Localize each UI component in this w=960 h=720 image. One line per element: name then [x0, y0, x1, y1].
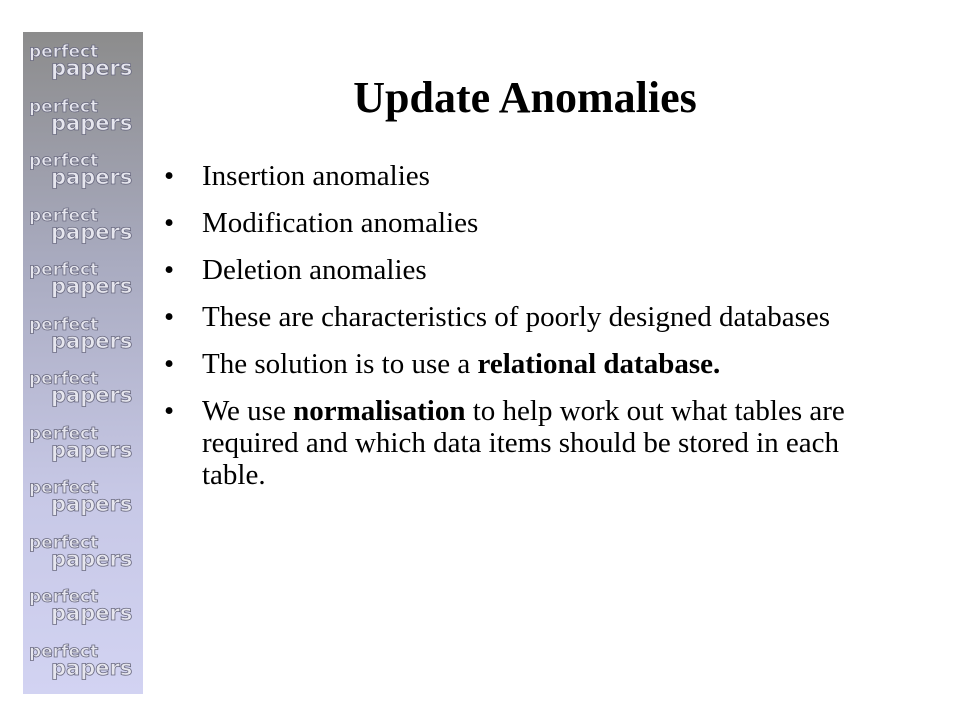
branding-strip: [23, 32, 143, 694]
svg-text:perfect: perfect: [29, 641, 99, 662]
bullet-item-solution: [164, 348, 864, 380]
svg-text:papers: papers: [51, 219, 133, 244]
svg-text:perfect: perfect: [29, 205, 99, 226]
perfect-papers-logo: [29, 531, 141, 571]
svg-text:perfect: perfect: [29, 96, 99, 117]
svg-text:perfect: perfect: [29, 369, 99, 389]
svg-text:perfect: perfect: [29, 532, 99, 553]
svg-text:papers: papers: [51, 383, 133, 407]
bullet-item-modification: [164, 207, 864, 239]
bullet-text: Modification anomalies: [202, 207, 479, 239]
svg-text:papers: papers: [51, 56, 133, 80]
svg-text:perfect: perfect: [29, 314, 99, 335]
bullet-text-before: The solution is to use a: [202, 348, 478, 380]
bullet-dot-icon: •: [164, 160, 175, 192]
bullet-text-before: We use: [202, 395, 294, 427]
perfect-papers-logo: [29, 149, 141, 189]
bullet-dot-icon: •: [164, 301, 175, 333]
slide-title: Update Anomalies: [353, 73, 697, 122]
bullet-dot-icon: •: [164, 254, 175, 286]
svg-text:papers: papers: [51, 274, 133, 298]
perfect-papers-logo: [29, 95, 141, 135]
svg-text:perfect: perfect: [29, 42, 99, 62]
svg-text:perfect: perfect: [29, 423, 99, 444]
perfect-papers-logo: [29, 367, 141, 407]
bullet-item-characteristics: [164, 301, 864, 333]
svg-text:perfect: perfect: [29, 478, 99, 498]
bullet-item-insertion: [164, 160, 864, 192]
svg-text:perfect: perfect: [29, 151, 99, 171]
svg-text:papers: papers: [51, 165, 133, 189]
svg-text:papers: papers: [51, 546, 133, 571]
svg-text:papers: papers: [51, 492, 133, 516]
bullet-dot-icon: •: [164, 348, 175, 380]
bullet-text-bold: relational database.: [477, 348, 721, 380]
bullet-dot-icon: •: [164, 395, 175, 427]
perfect-papers-logo: [29, 258, 141, 298]
bullet-list: [164, 160, 864, 506]
perfect-papers-logo: [29, 476, 141, 516]
bullet-dot-icon: •: [164, 207, 175, 239]
bullet-text: Deletion anomalies: [202, 254, 427, 286]
svg-text:papers: papers: [51, 655, 133, 680]
perfect-papers-logo: [29, 640, 141, 680]
svg-text:papers: papers: [51, 110, 133, 135]
bullet-item-deletion: [164, 254, 864, 286]
bullet-text-bold: normalisation: [293, 395, 466, 427]
perfect-papers-logo: [29, 204, 141, 244]
perfect-papers-logo: [29, 40, 141, 80]
perfect-papers-logo: [29, 313, 141, 353]
bullet-text-after: to help work out what tables are required and which data items should be stored in each table.: [202, 395, 845, 491]
svg-text:perfect: perfect: [29, 587, 99, 607]
svg-text:papers: papers: [51, 601, 133, 625]
svg-text:perfect: perfect: [29, 260, 99, 280]
perfect-papers-logo: [29, 585, 141, 625]
perfect-papers-logo: [29, 422, 141, 462]
bullet-text: These are characteristics of poorly designed databases: [202, 301, 831, 333]
svg-text:papers: papers: [51, 437, 133, 462]
svg-text:papers: papers: [51, 328, 133, 353]
bullet-item-normalisation: [164, 395, 864, 491]
bullet-text: Insertion anomalies: [202, 160, 430, 192]
